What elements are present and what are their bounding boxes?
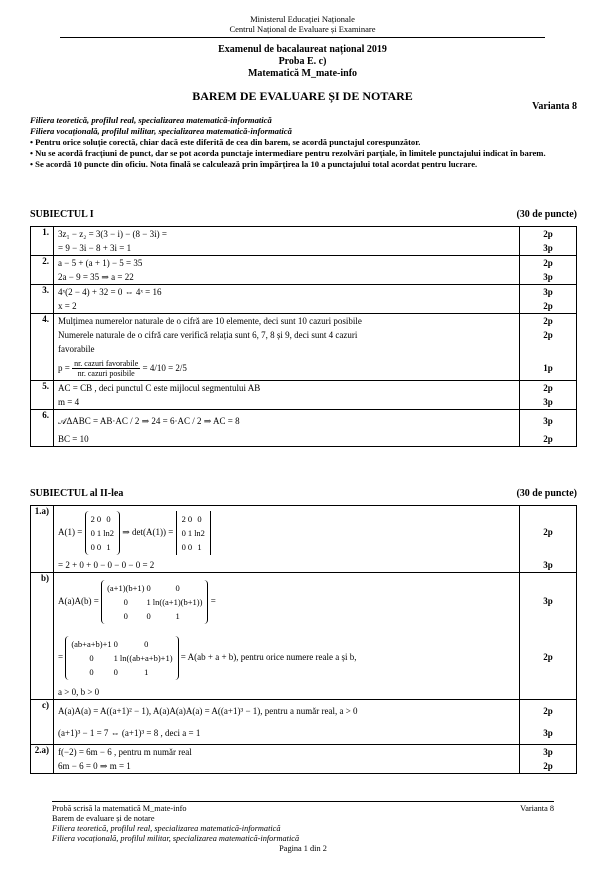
points-value: 3p: [543, 747, 553, 757]
solution-line: = 9 − 3i − 8 + 3i = 1: [58, 243, 132, 253]
item-number: 5.: [31, 381, 54, 410]
solution-line: A(a)A(a) = A((a+1)² − 1), A(a)A(a)A(a) = A((a+1)³ − 1), pentru a număr real, a > 0: [58, 706, 358, 716]
subiect-1-title: SUBIECTUL I: [30, 209, 94, 220]
item-points: [520, 227, 577, 256]
solution-line: 4ˣ(2 − 4) + 32 = 0 ⇔ 4ˣ = 16: [58, 287, 162, 297]
item-solution: [54, 573, 520, 700]
item-points: [520, 700, 577, 745]
item-number: 4.: [31, 314, 54, 381]
footer-filiera-1: Filiera teoretică, profilul real, specializarea matematică-informatică: [52, 824, 281, 833]
item-solution: [54, 410, 520, 447]
page-number: Pagina 1 din 2: [279, 844, 327, 853]
prob-label: p =: [58, 363, 70, 373]
solution-line: m = 4: [58, 397, 80, 407]
footer-divider: [52, 801, 554, 802]
item-number: 3.: [31, 285, 54, 314]
subiect-2-title: SUBIECTUL al II-lea: [30, 488, 124, 499]
points-value: 3p: [543, 243, 553, 253]
solution-line: favorabile: [58, 344, 95, 354]
item-solution: [54, 227, 520, 256]
points-value: 2p: [543, 258, 553, 268]
points-value: [520, 342, 576, 356]
solution-line: AC = CB , deci punctul C este mijlocul segmentului AB: [58, 383, 261, 393]
points-value: 3p: [543, 728, 553, 738]
subiect-1-table: [30, 226, 577, 447]
bullet-1: • Pentru orice soluție corectă, chiar dacă este diferită de cea din barem, se acordă punctajul corespunzător.: [30, 137, 421, 147]
solution-line: 3z₁ − z₂ = 3(3 − i) − (8 − 3i) =: [58, 229, 167, 239]
subiect-2-table: [30, 505, 577, 774]
solution-line: f(−2) = 6m − 6 , pentru m număr real: [58, 747, 192, 757]
table-row: [31, 410, 577, 447]
solution-line: 2a − 9 = 35 ⇒ a = 22: [58, 272, 134, 282]
header-divider: [60, 37, 545, 38]
solution-line: a > 0, b > 0: [58, 687, 100, 697]
solution-line: 6m − 6 = 0 ⇒ m = 1: [58, 761, 131, 771]
ministry-name: Ministerul Educației Naționale: [250, 14, 355, 24]
prob-numerator: nr. cazuri favorabile: [74, 359, 139, 369]
solution-line: Numerele naturale de o cifră care verifică relația sunt 6, 7, 8 și 9, deci sunt 4 cazuri: [58, 330, 358, 340]
points-value: 2p: [543, 229, 553, 239]
proba-label: Proba E. c): [278, 56, 327, 67]
item-solution: [54, 256, 520, 285]
points-value: 2p: [543, 301, 553, 311]
item-solution: [54, 700, 520, 745]
exam-title: Examenul de bacalaureat național 2019: [218, 44, 387, 55]
footer-filiera-2: Filiera vocațională, profilul militar, specializarea matematică-informatică: [52, 834, 300, 843]
variant-label: Varianta 8: [532, 101, 577, 112]
points-value: 1p: [543, 363, 553, 373]
center-name: Centrul Național de Evaluare și Examinare: [229, 24, 376, 34]
subject-label: Matematică M_mate-info: [247, 68, 358, 79]
table-row: [31, 227, 577, 256]
subiect-2-points: (30 de puncte): [516, 488, 577, 499]
a1-formula: [54, 506, 519, 558]
points-value: 3p: [543, 560, 553, 570]
solution-line: a − 5 + (a + 1) − 5 = 35: [58, 258, 143, 268]
item-solution: [54, 506, 520, 573]
table-row: [31, 506, 577, 573]
determinant-a1: 2 0 0 0 1 ln2 0 0 1: [176, 511, 211, 555]
matrix-b1: (a+1)(b+1) 0 0 0 1 ln((a+1)(b+1)) 0 0 1: [101, 580, 208, 624]
solution-line: (a+1)³ − 1 = 7 ⇔ (a+1)³ = 8 , deci a = 1: [58, 728, 201, 738]
item-number: 6.: [31, 410, 54, 447]
points-value: 2p: [543, 761, 553, 771]
points-value: 2p: [543, 652, 553, 662]
filiera-line-2: Filiera vocațională, profilul militar, specializarea matematică-informatică: [30, 126, 292, 136]
item-points: [520, 410, 577, 447]
item-points: [520, 256, 577, 285]
a1-left: A(1) =: [58, 527, 83, 537]
table-row: [31, 285, 577, 314]
points-value: 2p: [543, 434, 553, 444]
item-points: [520, 745, 577, 774]
probability-formula: [54, 356, 519, 380]
item-solution: [54, 285, 520, 314]
solution-line: = 2 + 0 + 0 − 0 − 0 − 0 = 2: [58, 560, 155, 570]
bullet-3: • Se acordă 10 puncte din oficiu. Nota finală se calculează prin împărțirea la 10 a punctajului total acordat pentru lucrare.: [30, 159, 478, 169]
document-title: BAREM DE EVALUARE ȘI DE NOTARE: [192, 89, 413, 103]
item-points: [520, 506, 577, 573]
footer: [52, 804, 554, 854]
item-points: [520, 573, 577, 700]
table-row: [31, 256, 577, 285]
points-value: 2p: [543, 527, 553, 537]
b-formula-1: A(a)A(b) = (a+1)(b+1) 0 0 0 1 ln((a+1)(b+1)) 0 0 1 =: [54, 573, 519, 629]
a1-det: ⇒ det(A(1)) =: [122, 527, 174, 537]
item-number: c): [31, 700, 54, 745]
item-number: b): [31, 573, 54, 700]
subiect-1-points: (30 de puncte): [516, 209, 577, 220]
points-value: 3p: [543, 272, 553, 282]
item-solution: [54, 745, 520, 774]
matrix-a1: 2 0 0 0 1 ln2 0 0 1: [85, 511, 120, 555]
info-block: [30, 115, 578, 170]
item-points: [520, 381, 577, 410]
table-row: [31, 314, 577, 381]
solution-line: Mulțimea numerelor naturale de o cifră are 10 elemente, deci sunt 10 cazuri posibile: [58, 316, 362, 326]
points-value: 2p: [543, 316, 553, 326]
filiera-line-1: Filiera teoretică, profilul real, specializarea matematică-informatică: [30, 115, 272, 125]
item-number: 1.a): [31, 506, 54, 573]
table-row: [31, 745, 577, 774]
solution-line: BC = 10: [58, 434, 89, 444]
footer-exam: Probă scrisă la matematică M_mate-info: [52, 804, 187, 813]
b-left: A(a)A(b) =: [58, 596, 99, 606]
item-number: 1.: [31, 227, 54, 256]
points-value: 3p: [543, 397, 553, 407]
prob-result: = 4/10 = 2/5: [142, 363, 187, 373]
table-row: [31, 381, 577, 410]
item-solution: [54, 314, 520, 381]
solution-line: x = 2: [58, 301, 77, 311]
table-row: [31, 700, 577, 745]
points-value: 2p: [543, 330, 553, 340]
table-row: [31, 573, 577, 700]
b-formula-2: = (ab+a+b)+1 0 0 0 1 ln((ab+a+b)+1) 0 0 1 = A(ab + a + b), pentru orice numere reale a și b,: [54, 629, 519, 685]
b-rest: = A(ab + a + b), pentru orice numere reale a și b,: [180, 652, 357, 662]
footer-variant: Varianta 8: [520, 804, 554, 813]
prob-denominator: nr. cazuri posibile: [77, 369, 135, 379]
item-number: 2.: [31, 256, 54, 285]
points-value: 3p: [543, 416, 553, 426]
points-value: 3p: [543, 596, 553, 606]
points-value: 3p: [543, 287, 553, 297]
matrix-b2: (ab+a+b)+1 0 0 0 1 ln((ab+a+b)+1) 0 0 1: [65, 636, 178, 680]
footer-barem: Barem de evaluare și de notare: [52, 814, 155, 823]
item-points: [520, 314, 577, 381]
prob-fraction: [72, 359, 140, 378]
item-points: [520, 285, 577, 314]
bullet-2: • Nu se acordă fracțiuni de punct, dar se pot acorda punctaje intermediare pentru rezolvări parțiale, în limitele punctajului indicat în barem.: [30, 148, 546, 158]
points-value: 2p: [543, 706, 553, 716]
item-number: 2.a): [31, 745, 54, 774]
points-value: 2p: [543, 383, 553, 393]
item-solution: [54, 381, 520, 410]
area-formula: 𝒜ΔABC = AB·AC / 2 ⇒ 24 = 6·AC / 2 ⇒ AC = 8: [58, 416, 240, 426]
